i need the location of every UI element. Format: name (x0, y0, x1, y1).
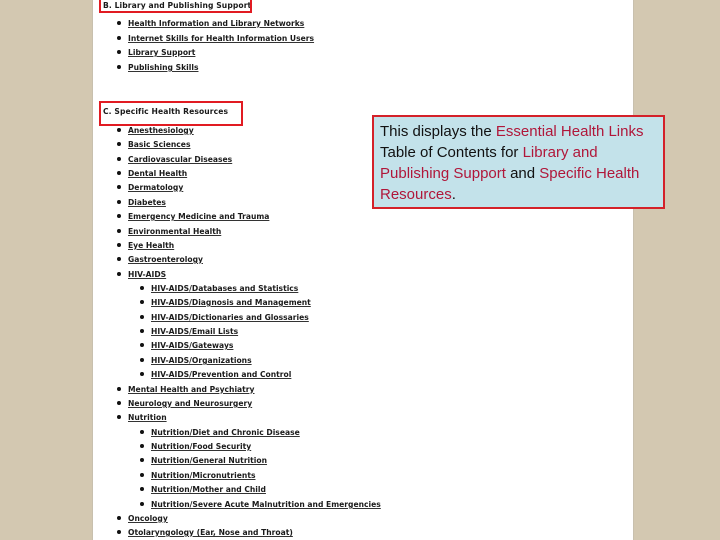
list-item[interactable] (117, 254, 203, 266)
list-item[interactable] (117, 139, 190, 151)
list-item[interactable] (140, 312, 309, 324)
link-otolaryngology[interactable]: Otolaryngology (Ear, Nose and Throat) (128, 528, 293, 537)
bullet-icon (140, 358, 144, 362)
link-nutrition-general[interactable]: Nutrition/General Nutrition (151, 456, 268, 465)
bullet-icon (140, 444, 144, 448)
bullet-icon (140, 286, 144, 290)
link-eye-health[interactable]: Eye Health (128, 241, 175, 250)
bullet-icon (140, 502, 144, 506)
bullet-icon (117, 50, 121, 54)
bullet-icon (117, 229, 121, 233)
bullet-icon (140, 329, 144, 333)
bullet-icon (117, 257, 121, 261)
list-item[interactable] (140, 340, 233, 352)
bullet-icon (117, 142, 121, 146)
link-oncology[interactable]: Oncology (128, 514, 168, 523)
callout-highlight-library-publishing: Library and Publishing Support (380, 144, 598, 182)
link-neurology[interactable]: Neurology and Neurosurgery (128, 399, 253, 408)
bullet-icon (117, 21, 121, 25)
link-internet-skills[interactable]: Internet Skills for Health Information Users (128, 34, 315, 43)
callout-text-1: This displays the (380, 123, 496, 140)
link-nutrition-mother-child[interactable]: Nutrition/Mother and Child (151, 485, 266, 494)
link-nutrition-severe-malnutrition[interactable]: Nutrition/Severe Acute Malnutrition and Emergencies (151, 500, 381, 509)
list-item[interactable] (140, 283, 298, 295)
callout-text-4: . (451, 186, 456, 203)
list-item[interactable] (117, 412, 167, 424)
list-item[interactable] (140, 499, 381, 511)
list-item[interactable] (117, 211, 269, 223)
bullet-icon (117, 387, 121, 391)
list-item[interactable] (117, 240, 174, 252)
list-item[interactable] (117, 154, 232, 166)
bullet-icon (140, 458, 144, 462)
bullet-icon (117, 516, 121, 520)
bullet-icon (140, 372, 144, 376)
callout-text-2: Table of Contents for (380, 144, 523, 161)
annotation-callout (372, 115, 665, 209)
section-b-title: B. Library and Publishing Support (103, 1, 252, 10)
link-library-support[interactable]: Library Support (128, 48, 196, 57)
bullet-icon (117, 200, 121, 204)
callout-highlight-essential-health-links: Essential Health Links (495, 123, 644, 140)
list-item[interactable] (117, 513, 168, 525)
list-item[interactable] (140, 427, 300, 439)
list-item[interactable] (117, 182, 183, 194)
link-hiv-aids[interactable]: HIV-AIDS (128, 270, 167, 279)
link-publishing-skills[interactable]: Publishing Skills (128, 63, 199, 72)
bullet-icon (117, 530, 121, 534)
list-item[interactable] (117, 168, 187, 180)
bullet-icon (117, 171, 121, 175)
list-item[interactable] (140, 470, 256, 482)
link-anesthesiology[interactable]: Anesthesiology (128, 126, 194, 135)
list-item[interactable] (117, 62, 198, 74)
link-hiv-aids-email-lists[interactable]: HIV-AIDS/Email Lists (151, 327, 239, 336)
list-item[interactable] (117, 398, 252, 410)
document-page (92, 0, 634, 540)
link-nutrition-food-security[interactable]: Nutrition/Food Security (151, 442, 252, 451)
link-emergency-medicine[interactable]: Emergency Medicine and Trauma (128, 212, 270, 221)
list-item[interactable] (140, 484, 266, 496)
link-environmental-health[interactable]: Environmental Health (128, 227, 222, 236)
callout-highlight-specific-health: Specific Health Resources (380, 165, 640, 203)
bullet-icon (140, 300, 144, 304)
bullet-icon (117, 185, 121, 189)
list-item[interactable] (117, 226, 221, 238)
bullet-icon (117, 415, 121, 419)
link-hiv-aids-organizations[interactable]: HIV-AIDS/Organizations (151, 356, 252, 365)
callout-text-3: and (505, 165, 540, 182)
link-cardiovascular-diseases[interactable]: Cardiovascular Diseases (128, 155, 233, 164)
list-item[interactable] (117, 47, 195, 59)
list-item[interactable] (117, 269, 166, 281)
bullet-icon (117, 243, 121, 247)
bullet-icon (117, 157, 121, 161)
list-item[interactable] (140, 326, 238, 338)
bullet-icon (140, 343, 144, 347)
bullet-icon (140, 430, 144, 434)
link-gastroenterology[interactable]: Gastroenterology (128, 255, 203, 264)
bullet-icon (117, 401, 121, 405)
list-item[interactable] (140, 355, 252, 367)
list-item[interactable] (117, 125, 194, 137)
link-health-information-library-networks[interactable]: Health Information and Library Networks (128, 19, 305, 28)
list-item[interactable] (117, 384, 255, 396)
list-item[interactable] (140, 297, 311, 309)
link-hiv-aids-gateways[interactable]: HIV-AIDS/Gateways (151, 341, 234, 350)
section-c-highlight-box (99, 101, 243, 126)
list-item[interactable] (140, 369, 291, 381)
bullet-icon (117, 65, 121, 69)
link-basic-sciences[interactable]: Basic Sciences (128, 140, 191, 149)
bullet-icon (117, 36, 121, 40)
link-hiv-aids-dictionaries[interactable]: HIV-AIDS/Dictionaries and Glossaries (151, 313, 309, 322)
bullet-icon (117, 128, 121, 132)
bullet-icon (140, 315, 144, 319)
bullet-icon (140, 473, 144, 477)
link-nutrition-diet[interactable]: Nutrition/Diet and Chronic Disease (151, 428, 300, 437)
list-item[interactable] (117, 33, 314, 45)
list-item[interactable] (117, 18, 304, 30)
list-item[interactable] (117, 527, 293, 539)
list-item[interactable] (140, 441, 251, 453)
list-item[interactable] (140, 455, 267, 467)
link-dermatology[interactable]: Dermatology (128, 183, 184, 192)
link-hiv-aids-prevention[interactable]: HIV-AIDS/Prevention and Control (151, 370, 292, 379)
link-nutrition[interactable]: Nutrition (128, 413, 167, 422)
bullet-icon (117, 272, 121, 276)
bullet-icon (117, 214, 121, 218)
section-b-highlight-box (99, 0, 252, 13)
link-dental-health[interactable]: Dental Health (128, 169, 188, 178)
bullet-icon (140, 487, 144, 491)
list-item[interactable] (117, 197, 166, 209)
link-mental-health[interactable]: Mental Health and Psychiatry (128, 385, 255, 394)
section-c-title: C. Specific Health Resources (103, 107, 229, 116)
link-hiv-aids-databases[interactable]: HIV-AIDS/Databases and Statistics (151, 284, 299, 293)
link-nutrition-micronutrients[interactable]: Nutrition/Micronutrients (151, 471, 256, 480)
link-diabetes[interactable]: Diabetes (128, 198, 166, 207)
link-hiv-aids-diagnosis[interactable]: HIV-AIDS/Diagnosis and Management (151, 298, 311, 307)
